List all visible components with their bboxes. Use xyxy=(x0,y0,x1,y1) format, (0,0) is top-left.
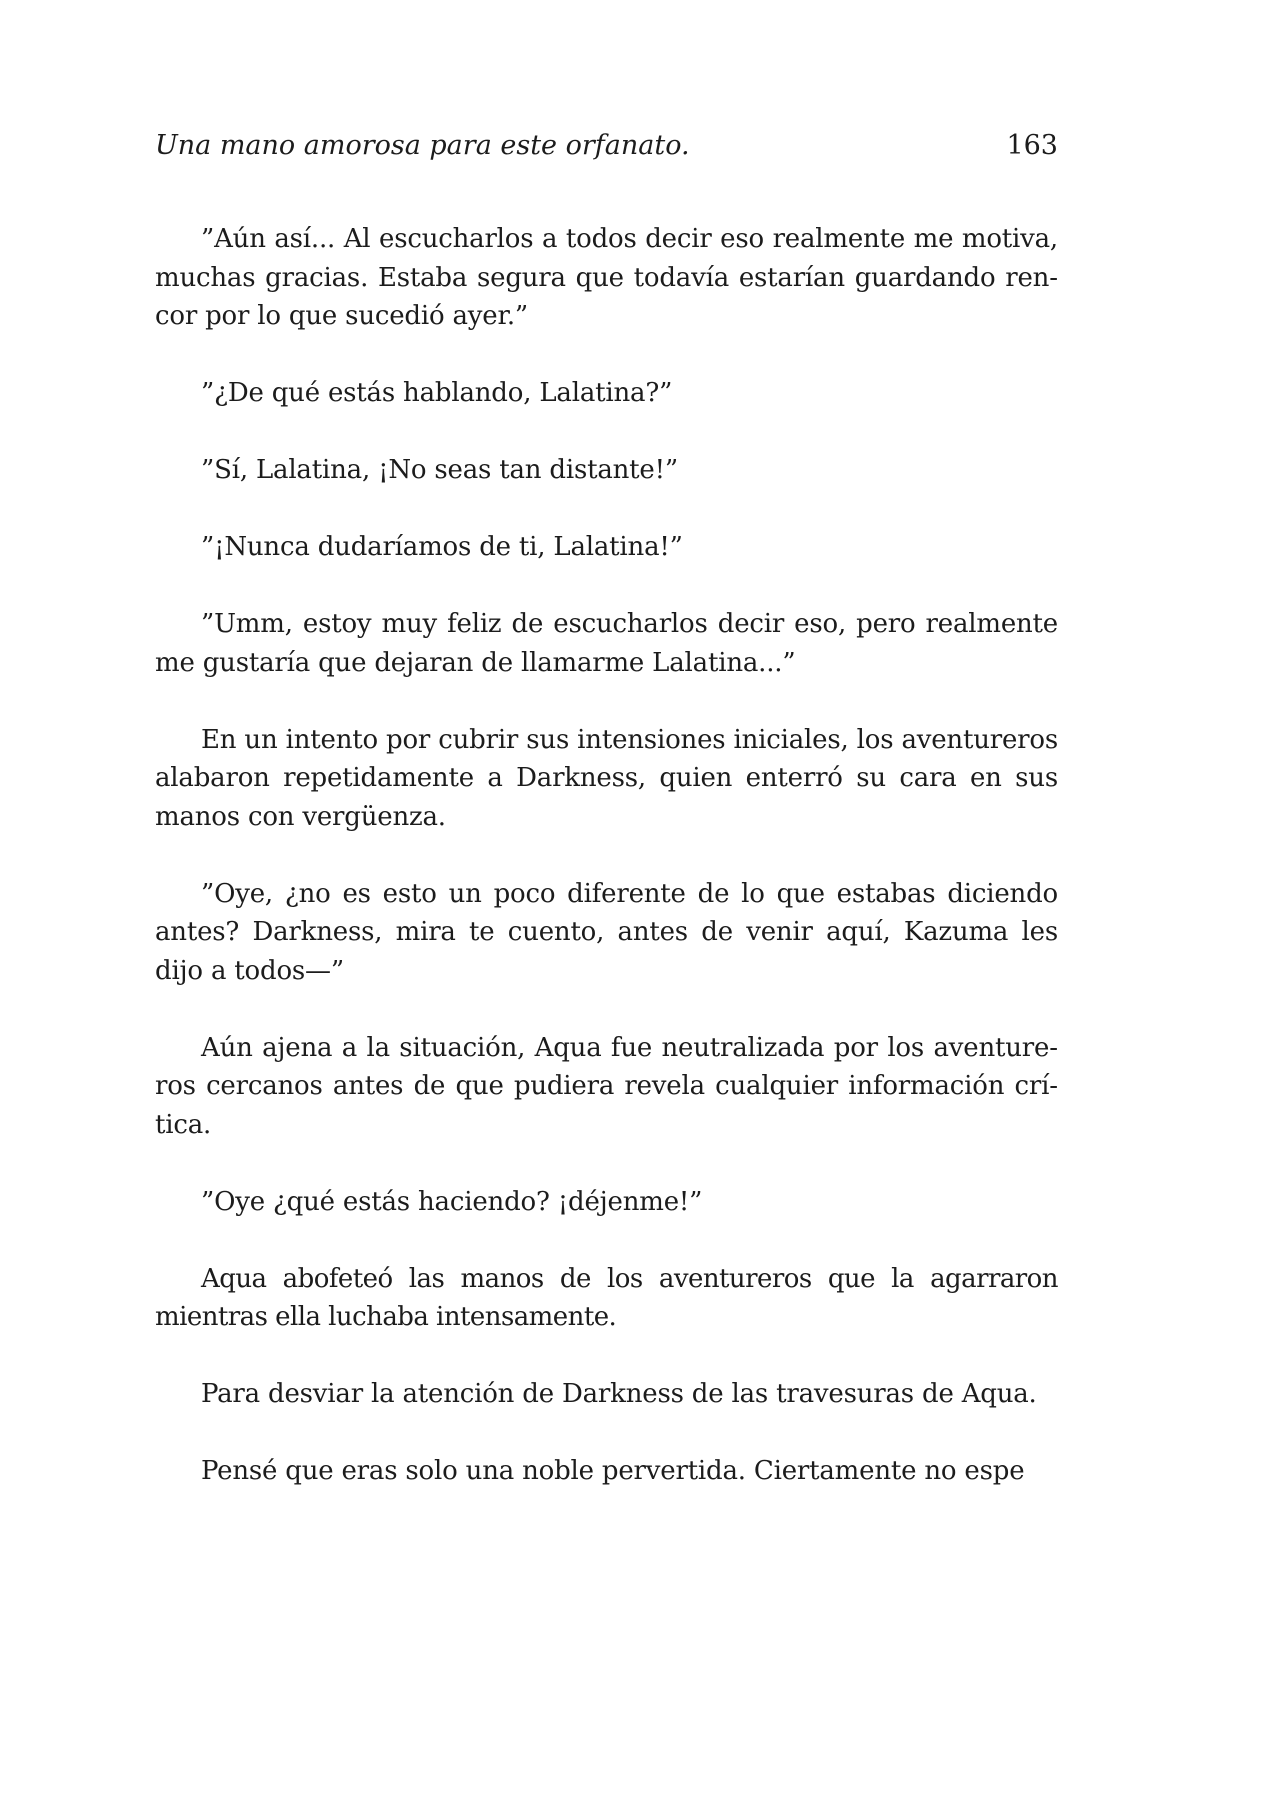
running-title: Una mano amorosa para este orfanato. xyxy=(155,130,690,161)
paragraph-7: ”Oye, ¿no es esto un poco diferente de lo que estabas diciendo antes? Darkness, mira te cuento, antes de venir aquí, Kazuma les dijo a todos—” xyxy=(155,878,1058,986)
page-number: 163 xyxy=(1006,130,1058,161)
body-text xyxy=(155,220,1058,1529)
book-page xyxy=(155,0,1058,1807)
paragraph-3: ”Sí, Lalatina, ¡No seas tan distante!” xyxy=(201,455,678,485)
paragraph-10: Aqua abofeteó las manos de los aventureros que la agarraron mientras ella luchaba intensamente. xyxy=(155,1263,1058,1332)
paragraph-8: Aún ajena a la situación, Aqua fue neutralizada por los aventureros cercanos antes de que pudiera revela cualquier información crítica. xyxy=(155,1032,1058,1140)
paragraph-4: ”¡Nunca dudaríamos de ti, Lalatina!” xyxy=(201,532,683,562)
paragraph-6: En un intento por cubrir sus intensiones iniciales, los aventureros alabaron repetidamente a Darkness, quien enterró su cara en sus manos con vergüenza. xyxy=(155,724,1058,832)
paragraph-12: Pensé que eras solo una noble pervertida. Ciertamente no espe xyxy=(201,1456,1025,1486)
paragraph-9: ”Oye ¿qué estás haciendo? ¡déjenme!” xyxy=(201,1186,703,1217)
paragraph-1: ”Aún así... Al escucharlos a todos decir eso realmente me motiva, muchas gracias. Estaba segura que todavía estarían guardando rencor por lo que sucedió ayer.” xyxy=(155,224,1058,331)
page-header xyxy=(155,130,1058,170)
paragraph-2: ”¿De qué estás hablando, Lalatina?” xyxy=(201,378,673,408)
paragraph-11: Para desviar la atención de Darkness de las travesuras de Aqua. xyxy=(201,1379,1037,1409)
paragraph-5: ”Umm, estoy muy feliz de escucharlos decir eso, pero realmente me gustaría que dejaran de llamarme Lalatina...” xyxy=(155,609,1058,678)
